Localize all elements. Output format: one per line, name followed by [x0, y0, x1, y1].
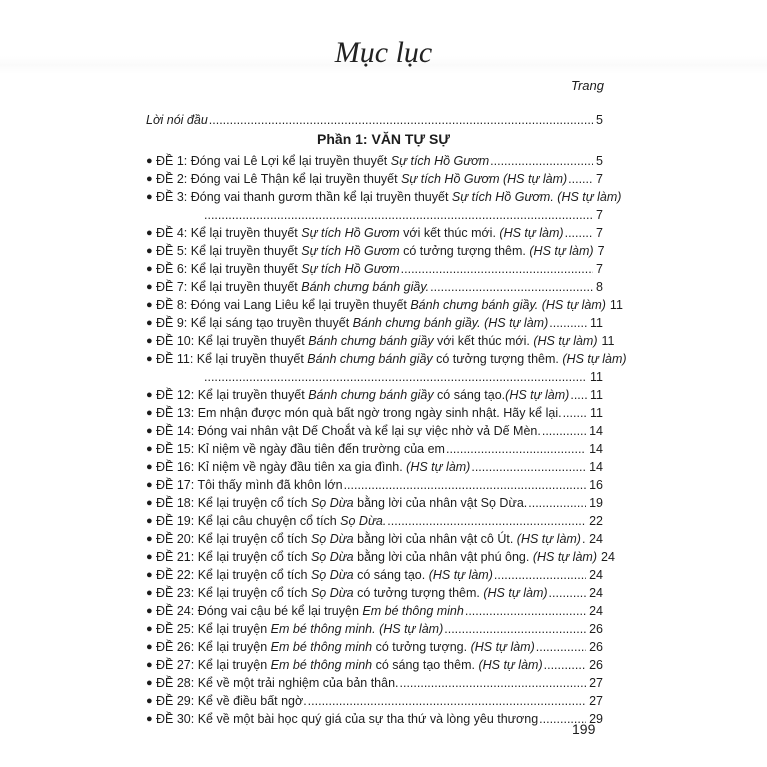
leader-dots	[528, 494, 586, 512]
entry-text	[156, 476, 343, 494]
entry-title-part: với kết thúc mới.	[433, 334, 534, 348]
entry-label: ĐỀ 24:	[156, 604, 195, 618]
entry-label: ĐỀ 9:	[156, 316, 188, 330]
leader-dots	[387, 512, 586, 530]
entry-title-part: Kể lại truyền thuyết	[196, 352, 308, 366]
entry-title-part: Bánh chưng bánh giầy.	[301, 280, 430, 294]
entry-title-part: (HS tự làm)	[406, 460, 471, 474]
entry-text	[156, 314, 548, 332]
entry-title-part: Kể lại truyện	[197, 640, 271, 654]
intro-label: Lời nói đầu	[146, 113, 208, 127]
entry-label: ĐỀ 28:	[156, 676, 195, 690]
entry-page: 8	[596, 280, 603, 294]
bullet-icon: ●	[146, 533, 153, 545]
entry-title-part: Đóng vai Lê Lợi kể lại truyền thuyết	[190, 154, 391, 168]
entry-title-part: có sáng tạo.	[433, 388, 506, 402]
entry-title-part: Kể lại truyện cổ tích	[197, 496, 311, 510]
entry-text	[156, 152, 489, 170]
toc-entry[interactable]	[146, 620, 603, 638]
toc-list	[146, 152, 627, 728]
leader-dots	[204, 368, 587, 386]
bullet-icon: ●	[146, 389, 153, 401]
bullet-icon: ●	[146, 317, 153, 329]
entry-title-part: Tôi thấy mình đã khôn lớn	[197, 478, 343, 492]
entry-page: 5	[596, 154, 603, 168]
leader-dots	[582, 530, 586, 548]
entry-page: 7	[596, 226, 603, 240]
entry-title-part: Kể lại truyền thuyết	[197, 388, 309, 402]
entry-page: 19	[589, 496, 603, 510]
entry-title-part: bằng lời của nhân vật phú ông.	[353, 550, 533, 564]
bullet-icon: ●	[146, 245, 153, 257]
entry-label: ĐỀ 15:	[156, 442, 195, 456]
entry-page: 11	[590, 370, 603, 384]
entry-text	[156, 404, 562, 422]
entry-page: 11	[609, 298, 623, 312]
toc-entry[interactable]	[146, 692, 603, 710]
entry-title-part: Kể lại sáng tạo truyền thuyết	[190, 316, 353, 330]
entry-label: ĐỀ 5:	[156, 244, 188, 258]
leader-dots	[400, 674, 587, 692]
entry-title-part: bằng lời của nhân vật cô Út.	[353, 532, 517, 546]
entry-label: ĐỀ 12:	[156, 388, 195, 402]
leader-dots	[544, 656, 586, 674]
entry-title-part: có tưởng tượng thêm.	[399, 244, 530, 258]
entry-title-part: Kể lại truyện	[197, 622, 271, 636]
leader-dots	[444, 620, 586, 638]
entry-title-part: Kể về một bài học quý giá của sự tha thứ và lòng yêu thương	[197, 712, 539, 726]
entry-title-part: Kể lại truyền thuyết	[190, 280, 302, 294]
entry-page: 14	[589, 460, 603, 474]
toc-entry[interactable]	[146, 638, 603, 656]
entry-label: ĐỀ 17:	[156, 478, 195, 492]
entry-title-part: Kỉ niệm về ngày đầu tiên xa gia đình.	[197, 460, 407, 474]
entry-label: ĐỀ 10:	[156, 334, 195, 348]
page-number: 199	[572, 721, 596, 737]
entry-page: 27	[589, 676, 603, 690]
bullet-icon: ●	[146, 443, 153, 455]
entry-title-part: Đóng vai nhân vật Dế Choắt và kể lại sự việc nhờ vả Dế Mèn.	[197, 424, 541, 438]
entry-title-part: Kể lại truyền thuyết	[190, 244, 302, 258]
bullet-icon: ●	[146, 695, 153, 707]
entry-title-part: Kể lại truyền thuyết	[190, 226, 302, 240]
entry-page: 24	[589, 586, 603, 600]
entry-title-part: có tưởng tượng.	[372, 640, 471, 654]
entry-label: ĐỀ 13:	[156, 406, 195, 420]
entry-page: 24	[589, 604, 603, 618]
bullet-icon: ●	[146, 551, 153, 563]
leader-dots	[209, 113, 593, 127]
entry-page: 26	[589, 658, 603, 672]
entry-title-part: (HS tự làm)	[499, 226, 564, 240]
bullet-icon: ●	[146, 623, 153, 635]
entry-title-part: (HS tự làm)	[562, 352, 627, 366]
toc-entry[interactable]	[146, 656, 603, 674]
entry-label: ĐỀ 27:	[156, 658, 195, 672]
entry-title-part: Em bé thông minh	[270, 658, 373, 672]
toc-entry[interactable]	[146, 494, 603, 512]
entry-label: ĐỀ 8:	[156, 298, 188, 312]
entry-title-part: Kể lại truyền thuyết	[190, 262, 302, 276]
bullet-icon: ●	[146, 587, 153, 599]
entry-title-part: Kể lại truyện cổ tích	[197, 532, 311, 546]
bullet-icon: ●	[146, 515, 153, 527]
bullet-icon: ●	[146, 299, 153, 311]
entry-title-part: Đóng vai cậu bé kể lại truyện	[197, 604, 363, 618]
entry-text	[156, 458, 470, 476]
entry-text	[156, 296, 606, 314]
bullet-icon: ●	[146, 641, 153, 653]
toc-entry[interactable]	[146, 152, 603, 170]
entry-label: ĐỀ 25:	[156, 622, 195, 636]
bullet-icon: ●	[146, 605, 153, 617]
entry-label: ĐỀ 22:	[156, 568, 195, 582]
entry-title-part: Em bé thông minh	[270, 640, 373, 654]
toc-entry[interactable]	[146, 422, 603, 440]
entry-title-part: Sọ Dừa.	[340, 514, 387, 528]
toc-entry[interactable]	[146, 260, 603, 278]
toc-entry[interactable]	[146, 458, 603, 476]
entry-label: ĐỀ 2:	[156, 172, 188, 186]
entry-text	[156, 440, 445, 458]
bullet-icon: ●	[146, 353, 153, 365]
entry-label: ĐỀ 7:	[156, 280, 188, 294]
toc-entry[interactable]	[146, 170, 603, 188]
toc-entry[interactable]	[146, 278, 603, 296]
entry-page: 26	[589, 622, 603, 636]
entry-page: 7	[596, 172, 603, 186]
entry-title-part: Em bé thông minh	[362, 604, 464, 618]
toc-entry[interactable]	[146, 332, 615, 350]
entry-page: 7	[597, 244, 605, 258]
entry-title-part: (HS tự làm)	[533, 334, 598, 348]
entry-title-part: Đóng vai Lê Thận kể lại truyền thuyết	[190, 172, 402, 186]
entry-title-part: Sự tích Hồ Gươm (HS tự làm)	[401, 172, 568, 186]
leader-dots	[401, 260, 593, 278]
entry-label: ĐỀ 6:	[156, 262, 188, 276]
bullet-icon: ●	[146, 713, 153, 725]
bullet-icon: ●	[146, 677, 153, 689]
entry-label: ĐỀ 14:	[156, 424, 195, 438]
toc-entry[interactable]	[146, 602, 603, 620]
bullet-icon: ●	[146, 191, 153, 203]
entry-title-part: (HS tự làm)	[483, 586, 548, 600]
entry-label: ĐỀ 30:	[156, 712, 195, 726]
toc-entry[interactable]	[146, 440, 603, 458]
toc-entry[interactable]	[146, 224, 603, 242]
toc-entry[interactable]	[146, 566, 603, 584]
entry-title-part: (HS tự làm)	[470, 640, 535, 654]
entry-page: 24	[601, 550, 615, 564]
entry-title-part: có tưởng tượng thêm.	[353, 586, 484, 600]
leader-dots	[570, 386, 587, 404]
entry-title-part: Em nhận được món quà bất ngờ trong ngày sinh nhật. Hãy kể lại.	[197, 406, 562, 420]
entry-text	[156, 260, 400, 278]
toc-entry[interactable]	[146, 242, 603, 260]
entry-title-part: Kể về điều bất ngờ.	[197, 694, 307, 708]
entry-page: 26	[589, 640, 603, 654]
toc-entry[interactable]	[146, 674, 603, 692]
entry-text	[156, 224, 564, 242]
toc-entry[interactable]	[146, 548, 615, 566]
entry-title-part: Sọ Dừa	[310, 532, 354, 546]
leader-dots	[490, 152, 593, 170]
entry-title-part: Kể lại câu chuyện cổ tích	[197, 514, 341, 528]
leader-dots	[204, 206, 593, 224]
entry-title-part: Sọ Dừa	[310, 568, 354, 582]
entry-page: 11	[590, 316, 603, 330]
entry-page: 7	[596, 262, 603, 276]
entry-text	[156, 638, 535, 656]
toc-entry[interactable]	[146, 296, 623, 314]
bullet-icon: ●	[146, 335, 153, 347]
entry-title-part: Bánh chưng bánh giầy	[307, 352, 433, 366]
entry-title-part: Sọ Dừa	[310, 496, 354, 510]
entry-text	[156, 656, 543, 674]
toc-entry[interactable]	[146, 314, 603, 332]
bullet-icon: ●	[146, 659, 153, 671]
entry-page: 11	[590, 388, 603, 402]
toc-entry[interactable]	[146, 188, 622, 224]
toc-entry[interactable]	[146, 584, 603, 602]
entry-text	[156, 530, 581, 548]
leader-dots	[565, 224, 593, 242]
entry-text	[156, 188, 621, 206]
entry-title-part: Kể lại truyền thuyết	[197, 334, 309, 348]
entry-title-part: (HS tự làm)	[478, 658, 543, 672]
entry-label: ĐỀ 29:	[156, 694, 195, 708]
leader-dots	[563, 404, 587, 422]
entry-text	[156, 602, 464, 620]
entry-title-part: với kết thúc mới.	[399, 226, 500, 240]
entry-title-part: (HS tự làm)	[428, 568, 493, 582]
toc-entry[interactable]	[146, 476, 603, 494]
entry-label: ĐỀ 19:	[156, 514, 195, 528]
entry-title-part: (HS tự làm)	[529, 244, 594, 258]
entry-page: 27	[589, 694, 603, 708]
entry-title-part: Đóng vai Lang Liêu kể lại truyền thuyết	[190, 298, 411, 312]
entry-title-part: Bánh chưng bánh giầy. (HS tự làm)	[410, 298, 606, 312]
entry-page: 29	[589, 712, 603, 726]
bullet-icon: ●	[146, 569, 153, 581]
entry-text	[156, 494, 527, 512]
bullet-icon: ●	[146, 407, 153, 419]
entry-label: ĐỀ 26:	[156, 640, 195, 654]
toc-entry[interactable]	[146, 512, 603, 530]
entry-text	[156, 350, 627, 368]
leader-dots	[549, 584, 587, 602]
bullet-icon: ●	[146, 479, 153, 491]
entry-label: ĐỀ 18:	[156, 496, 195, 510]
entry-text	[156, 566, 493, 584]
leader-dots	[542, 422, 586, 440]
bullet-icon: ●	[146, 497, 153, 509]
toc-entry[interactable]	[146, 710, 603, 728]
entry-page: 7	[596, 208, 603, 222]
bullet-icon: ●	[146, 173, 153, 185]
leader-dots	[471, 458, 586, 476]
entry-title-part: Kỉ niệm về ngày đầu tiên đến trường của em	[197, 442, 445, 456]
bullet-icon: ●	[146, 281, 153, 293]
entry-text	[156, 674, 399, 692]
entry-label: ĐỀ 23:	[156, 586, 195, 600]
entry-label: ĐỀ 20:	[156, 532, 195, 546]
entry-title-part: (HS tự làm)	[505, 388, 570, 402]
entry-label: ĐỀ 4:	[156, 226, 188, 240]
entry-title-part: Sọ Dừa	[310, 586, 354, 600]
entry-title-part: Sự tích Hồ Gươm	[301, 244, 400, 258]
entry-title-part: Bánh chưng bánh giầy	[308, 334, 434, 348]
entry-title-part: Kể lại truyện	[197, 658, 271, 672]
entry-page: 16	[589, 478, 603, 492]
entry-text	[156, 422, 541, 440]
entry-title-part: bằng lời của nhân vật Sọ Dừa.	[353, 496, 528, 510]
entry-title-part: Bánh chưng bánh giầy	[308, 388, 434, 402]
entry-title-part: Kể về một trải nghiệm của bản thân.	[197, 676, 399, 690]
leader-dots	[308, 692, 586, 710]
toc-entry[interactable]	[146, 386, 603, 404]
entry-text	[156, 584, 548, 602]
toc-entry[interactable]	[146, 350, 627, 386]
entry-page: 24	[589, 532, 603, 546]
entry-text	[156, 710, 538, 728]
entry-text	[156, 278, 429, 296]
entry-page: 14	[589, 424, 603, 438]
entry-title-part: (HS tự làm)	[532, 550, 597, 564]
entry-text	[156, 170, 567, 188]
entry-label: ĐỀ 11:	[156, 352, 194, 366]
entry-page: 22	[589, 514, 603, 528]
entry-title-part: Kể lại truyện cổ tích	[197, 550, 311, 564]
entry-title-part: (HS tự làm)	[516, 532, 581, 546]
entry-page: 24	[589, 568, 603, 582]
entry-title-part: Bánh chưng bánh giầy. (HS tự làm)	[352, 316, 549, 330]
section-title: Phần 1: VĂN TỰ SỰ	[317, 131, 450, 147]
entry-title-part: Sự tích Hồ Gươm	[390, 154, 490, 168]
entry-text	[156, 692, 307, 710]
bullet-icon: ●	[146, 155, 153, 167]
page-column-label: Trang	[571, 78, 604, 93]
bullet-icon: ●	[146, 461, 153, 473]
leader-dots	[430, 278, 593, 296]
leader-dots	[465, 602, 586, 620]
entry-label: ĐỀ 3:	[156, 190, 188, 204]
entry-title-part: Em bé thông minh. (HS tự làm)	[270, 622, 444, 636]
leader-dots	[549, 314, 587, 332]
entry-page: 11	[601, 334, 615, 348]
entry-title-part: có tưởng tượng thêm.	[432, 352, 563, 366]
entry-title-part: Sọ Dừa	[310, 550, 354, 564]
entry-title-part: Kể lại truyện cổ tích	[197, 568, 311, 582]
leader-dots	[536, 638, 586, 656]
leader-dots	[568, 170, 593, 188]
entry-text	[156, 242, 594, 260]
entry-title-part: Sự tích Hồ Gươm. (HS tự làm)	[451, 190, 622, 204]
entry-title-part: Sự tích Hồ Gươm	[301, 262, 400, 276]
entry-title-part: có sáng tạo.	[353, 568, 429, 582]
entry-text	[156, 332, 598, 350]
entry-page: 14	[589, 442, 603, 456]
toc-entry[interactable]	[146, 404, 603, 422]
toc-intro-row[interactable]	[146, 113, 603, 127]
leader-dots	[494, 566, 586, 584]
leader-dots	[344, 476, 587, 494]
leader-dots	[446, 440, 586, 458]
bullet-icon: ●	[146, 425, 153, 437]
entry-title-part: Kể lại truyện cổ tích	[197, 586, 311, 600]
entry-title-part: Sự tích Hồ Gươm	[301, 226, 400, 240]
entry-label: ĐỀ 21:	[156, 550, 195, 564]
entry-title-part: có sáng tạo thêm.	[372, 658, 479, 672]
bullet-icon: ●	[146, 263, 153, 275]
entry-label: ĐỀ 1:	[156, 154, 188, 168]
entry-page: 11	[590, 406, 603, 420]
intro-page: 5	[596, 113, 603, 127]
toc-entry[interactable]	[146, 530, 603, 548]
entry-title-part: Đóng vai thanh gươm thần kể lại truyền thuyết	[190, 190, 452, 204]
bullet-icon: ●	[146, 227, 153, 239]
page-title: Mục lục	[334, 36, 433, 69]
entry-text	[156, 548, 597, 566]
entry-text	[156, 620, 443, 638]
entry-text	[156, 512, 386, 530]
entry-text	[156, 386, 569, 404]
entry-label: ĐỀ 16:	[156, 460, 195, 474]
